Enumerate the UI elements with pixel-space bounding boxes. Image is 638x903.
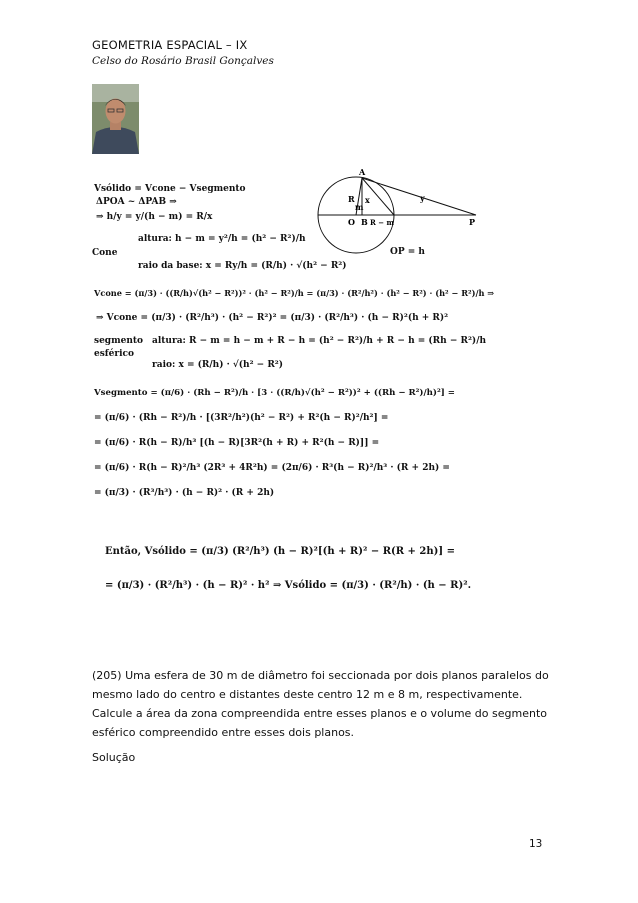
eq-line: = (π/3) · (R²/h³) · (h − R)² · h² ⇒ Vsólido = (π/3) · (R²/h) · (h − R)². <box>105 580 472 591</box>
header-title: GEOMETRIA ESPACIAL – IX <box>92 38 248 52</box>
eq-line: Vcone = (π/3) · ((R/h)√(h² − R²))² · (h² − R²)/h = (π/3) · (R²/h²) · (h² − R²) · (h² − R²)/h ⇒ <box>94 288 495 298</box>
eq-line: ⇒ h/y = y/(h − m) = R/x <box>96 212 213 222</box>
eq-label: esférico <box>94 349 135 359</box>
eq-line: ⇒ Vcone = (π/3) · (R²/h³) · (h² − R²)² = (π/3) · (R²/h³) · (h − R)²(h + R)² <box>96 313 449 323</box>
header-author: Celso do Rosário Brasil Gonçalves <box>92 55 274 67</box>
sphere-cone-diagram <box>308 165 488 275</box>
label-m: m <box>355 202 364 212</box>
problem-line: esférico compreendido entre esses dois planos. <box>92 726 355 739</box>
label-r: R <box>348 194 355 204</box>
eq-line: raio da base: x = Ry/h = (R/h) · √(h² − R²) <box>138 261 347 271</box>
eq-line: altura: R − m = h − m + R − h = (h² − R²)/h + R − h = (Rh − R²)/h <box>152 336 487 346</box>
eq-line: = (π/6) · R(h − R)/h³ [(h − R)[3R²(h + R) + R²(h − R)]] = <box>94 438 380 448</box>
eq-line: OP = h <box>390 247 425 257</box>
label-b: B <box>361 217 368 227</box>
eq-label: Cone <box>92 248 118 258</box>
eq-line: = (π/3) · (R³/h³) · (h − R)² · (R + 2h) <box>94 488 275 498</box>
eq-label: segmento <box>94 336 144 346</box>
problem-line: mesmo lado do centro e distantes deste centro 12 m e 8 m, respectivamente. <box>92 688 523 701</box>
eq-line: Vsegmento = (π/6) · (Rh − R²)/h · [3 · ((R/h)√(h² − R²))² + ((Rh − R²)/h)²] = <box>94 388 455 398</box>
eq-line: raio: x = (R/h) · √(h² − R²) <box>152 360 283 370</box>
label-x: x <box>365 195 370 205</box>
eq-line: Então, Vsólido = (π/3) (R²/h³) (h − R)²[(h + R)² − R(R + 2h)] = <box>105 546 455 557</box>
label-y: y <box>420 193 425 203</box>
eq-line: = (π/6) · R(h − R)²/h³ (2R³ + 4R²h) = (2π/6) · R³(h − R)²/h³ · (R + 2h) = <box>94 463 450 473</box>
author-photo <box>92 84 139 154</box>
problem-line: (205) Uma esfera de 30 m de diâmetro foi seccionada por dois planos paralelos do <box>92 669 549 682</box>
portrait-image <box>92 84 139 154</box>
eq-line: Vsólido = Vcone − Vsegmento <box>94 184 246 194</box>
eq-line: ΔPOA ~ ΔPAB ⇒ <box>96 197 177 207</box>
problem-line: Calcule a área da zona compreendida entre esses planos e o volume do segmento <box>92 707 547 720</box>
label-o: O <box>348 217 355 227</box>
problem-205 <box>92 666 562 742</box>
label-a: A <box>359 167 366 177</box>
final-result-block <box>105 540 485 610</box>
eq-line: = (π/6) · (Rh − R²)/h · [(3R²/h²)(h² − R²) + R²(h − R)²/h²] = <box>94 413 389 423</box>
eq-line: altura: h − m = y²/h = (h² − R²)/h <box>138 234 306 244</box>
solution-heading: Solução <box>92 751 136 764</box>
label-p: P <box>469 217 476 227</box>
page-number: 13 <box>529 838 543 850</box>
label-r-minus-m: R − m <box>370 218 394 227</box>
